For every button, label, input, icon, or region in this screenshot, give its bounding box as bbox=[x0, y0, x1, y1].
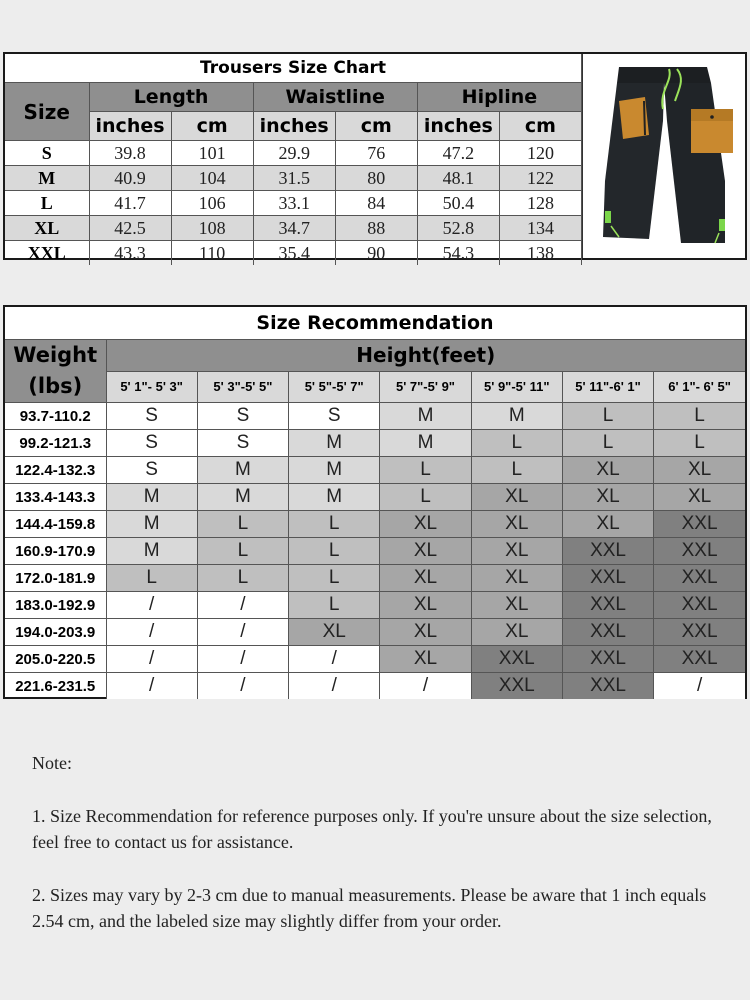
recommended-size: / bbox=[654, 673, 745, 700]
size-chart-row bbox=[5, 191, 582, 216]
recommended-size: XXL bbox=[654, 538, 745, 565]
recommended-size: L bbox=[289, 538, 380, 565]
size-label: L bbox=[5, 191, 89, 216]
recommended-size: XXL bbox=[471, 673, 562, 700]
measurement-value: 35.4 bbox=[253, 241, 335, 266]
recommendation-row bbox=[5, 403, 745, 430]
size-chart-title: Trousers Size Chart bbox=[5, 54, 582, 83]
measurement-value: 33.1 bbox=[253, 191, 335, 216]
recommended-size: / bbox=[289, 673, 380, 700]
recommended-size: XL bbox=[654, 484, 745, 511]
recommended-size: XXL bbox=[471, 646, 562, 673]
recommended-size: M bbox=[197, 484, 288, 511]
recommended-size: / bbox=[106, 673, 197, 700]
recommended-size: XL bbox=[562, 457, 653, 484]
measurement-value: 90 bbox=[335, 241, 417, 266]
measurement-value: 41.7 bbox=[89, 191, 171, 216]
trousers-size-chart bbox=[3, 52, 747, 263]
trousers-image-icon bbox=[589, 61, 739, 251]
recommended-size: L bbox=[197, 511, 288, 538]
recommended-size: XL bbox=[654, 457, 745, 484]
recommended-size: XL bbox=[380, 592, 471, 619]
recommended-size: XL bbox=[471, 592, 562, 619]
recommended-size: L bbox=[380, 484, 471, 511]
recommended-size: M bbox=[289, 484, 380, 511]
measurement-value: 31.5 bbox=[253, 166, 335, 191]
size-chart-row bbox=[5, 166, 582, 191]
recommended-size: S bbox=[197, 430, 288, 457]
length-header: Length bbox=[89, 83, 253, 112]
measurement-value: 88 bbox=[335, 216, 417, 241]
weight-header-line: (lbs) bbox=[28, 374, 83, 398]
recommendation-row bbox=[5, 619, 745, 646]
weight-range: 205.0-220.5 bbox=[5, 646, 106, 673]
weight-range: 93.7-110.2 bbox=[5, 403, 106, 430]
measurement-value: 80 bbox=[335, 166, 417, 191]
weight-range: 172.0-181.9 bbox=[5, 565, 106, 592]
unit-header: cm bbox=[499, 112, 581, 141]
recommended-size: L bbox=[106, 565, 197, 592]
hipline-header: Hipline bbox=[417, 83, 581, 112]
recommended-size: XXL bbox=[562, 619, 653, 646]
recommendation-title: Size Recommendation bbox=[5, 307, 745, 340]
recommendation-row bbox=[5, 430, 745, 457]
measurement-value: 43.3 bbox=[89, 241, 171, 266]
measurement-value: 106 bbox=[171, 191, 253, 216]
measurement-value: 84 bbox=[335, 191, 417, 216]
size-chart-table bbox=[5, 54, 582, 265]
recommended-size: XXL bbox=[562, 565, 653, 592]
recommended-size: XL bbox=[471, 484, 562, 511]
unit-header: cm bbox=[171, 112, 253, 141]
measurement-value: 54.3 bbox=[417, 241, 499, 266]
size-chart-row bbox=[5, 241, 582, 266]
recommended-size: M bbox=[289, 457, 380, 484]
recommended-size: / bbox=[197, 646, 288, 673]
recommended-size: L bbox=[654, 430, 745, 457]
measurement-value: 108 bbox=[171, 216, 253, 241]
recommended-size: XL bbox=[562, 511, 653, 538]
height-range-header: 5' 11"-6' 1" bbox=[562, 371, 653, 403]
measurement-value: 50.4 bbox=[417, 191, 499, 216]
recommended-size: XXL bbox=[654, 565, 745, 592]
measurement-value: 47.2 bbox=[417, 141, 499, 166]
recommended-size: XXL bbox=[654, 511, 745, 538]
recommended-size: XL bbox=[380, 565, 471, 592]
recommended-size: M bbox=[106, 511, 197, 538]
measurement-value: 120 bbox=[499, 141, 581, 166]
unit-header: inches bbox=[253, 112, 335, 141]
recommended-size: L bbox=[471, 457, 562, 484]
recommended-size: / bbox=[197, 619, 288, 646]
recommended-size: M bbox=[471, 403, 562, 430]
measurement-value: 76 bbox=[335, 141, 417, 166]
weight-range: 221.6-231.5 bbox=[5, 673, 106, 700]
recommended-size: XXL bbox=[654, 646, 745, 673]
recommended-size: S bbox=[106, 430, 197, 457]
height-range-header: 5' 5"-5' 7" bbox=[289, 371, 380, 403]
measurement-value: 138 bbox=[499, 241, 581, 266]
recommended-size: L bbox=[562, 430, 653, 457]
recommended-size: XXL bbox=[562, 538, 653, 565]
size-label: S bbox=[5, 141, 89, 166]
recommended-size: XL bbox=[289, 619, 380, 646]
measurement-value: 34.7 bbox=[253, 216, 335, 241]
recommended-size: L bbox=[380, 457, 471, 484]
recommended-size: S bbox=[197, 403, 288, 430]
measurement-value: 39.8 bbox=[89, 141, 171, 166]
recommended-size: / bbox=[289, 646, 380, 673]
size-label: M bbox=[5, 166, 89, 191]
height-range-header: 5' 3"-5' 5" bbox=[197, 371, 288, 403]
weight-range: 133.4-143.3 bbox=[5, 484, 106, 511]
measurement-value: 42.5 bbox=[89, 216, 171, 241]
recommended-size: XL bbox=[380, 511, 471, 538]
size-column-header: Size bbox=[5, 83, 89, 141]
recommended-size: L bbox=[471, 430, 562, 457]
recommended-size: / bbox=[197, 592, 288, 619]
recommended-size: / bbox=[106, 646, 197, 673]
height-range-header: 6' 1"- 6' 5" bbox=[654, 371, 745, 403]
unit-header: inches bbox=[417, 112, 499, 141]
note-item: 1. Size Recommendation for reference purposes only. If you're unsure about the size selection, feel free to contact us for assistance. bbox=[32, 806, 712, 852]
recommended-size: L bbox=[197, 538, 288, 565]
measurement-value: 52.8 bbox=[417, 216, 499, 241]
recommendation-row bbox=[5, 565, 745, 592]
recommended-size: M bbox=[380, 430, 471, 457]
weight-range: 183.0-192.9 bbox=[5, 592, 106, 619]
recommended-size: L bbox=[289, 565, 380, 592]
notes-heading: Note: bbox=[32, 753, 72, 773]
height-header: Height(feet) bbox=[106, 340, 745, 372]
weight-range: 99.2-121.3 bbox=[5, 430, 106, 457]
recommended-size: S bbox=[106, 403, 197, 430]
recommendation-row bbox=[5, 538, 745, 565]
recommended-size: L bbox=[289, 511, 380, 538]
recommended-size: XL bbox=[471, 565, 562, 592]
recommended-size: XXL bbox=[562, 592, 653, 619]
recommendation-row bbox=[5, 484, 745, 511]
recommended-size: XL bbox=[380, 646, 471, 673]
notes-section bbox=[32, 750, 732, 961]
recommended-size: XL bbox=[471, 538, 562, 565]
measurement-value: 110 bbox=[171, 241, 253, 266]
recommended-size: M bbox=[106, 538, 197, 565]
recommended-size: S bbox=[106, 457, 197, 484]
waistline-header: Waistline bbox=[253, 83, 417, 112]
recommendation-row bbox=[5, 511, 745, 538]
recommended-size: M bbox=[380, 403, 471, 430]
size-label: XXL bbox=[5, 241, 89, 266]
measurement-value: 128 bbox=[499, 191, 581, 216]
recommended-size: M bbox=[106, 484, 197, 511]
recommendation-row bbox=[5, 646, 745, 673]
recommended-size: XL bbox=[562, 484, 653, 511]
recommended-size: S bbox=[289, 403, 380, 430]
recommended-size: XL bbox=[380, 619, 471, 646]
measurement-value: 48.1 bbox=[417, 166, 499, 191]
product-photo bbox=[582, 54, 745, 258]
recommended-size: / bbox=[197, 673, 288, 700]
unit-header: inches bbox=[89, 112, 171, 141]
height-range-header: 5' 1"- 5' 3" bbox=[106, 371, 197, 403]
size-label: XL bbox=[5, 216, 89, 241]
weight-range: 194.0-203.9 bbox=[5, 619, 106, 646]
weight-range: 122.4-132.3 bbox=[5, 457, 106, 484]
size-recommendation bbox=[3, 305, 747, 699]
recommended-size: L bbox=[289, 592, 380, 619]
size-recommendation-table bbox=[5, 307, 745, 699]
weight-range: 160.9-170.9 bbox=[5, 538, 106, 565]
weight-range: 144.4-159.8 bbox=[5, 511, 106, 538]
weight-header bbox=[5, 340, 106, 403]
recommended-size: M bbox=[197, 457, 288, 484]
recommended-size: XL bbox=[471, 511, 562, 538]
recommended-size: / bbox=[106, 592, 197, 619]
size-chart-row bbox=[5, 141, 582, 166]
height-range-header: 5' 7"-5' 9" bbox=[380, 371, 471, 403]
measurement-value: 104 bbox=[171, 166, 253, 191]
recommendation-row bbox=[5, 457, 745, 484]
recommendation-row bbox=[5, 673, 745, 700]
recommended-size: XL bbox=[471, 619, 562, 646]
recommended-size: / bbox=[380, 673, 471, 700]
note-item: 2. Sizes may vary by 2-3 cm due to manual measurements. Please be aware that 1 inch equals 2.54 cm, and the labeled size may slightly differ from your order. bbox=[32, 885, 707, 931]
measurement-value: 29.9 bbox=[253, 141, 335, 166]
recommended-size: / bbox=[106, 619, 197, 646]
recommended-size: XXL bbox=[654, 592, 745, 619]
size-chart-row bbox=[5, 216, 582, 241]
recommended-size: XXL bbox=[562, 673, 653, 700]
measurement-value: 122 bbox=[499, 166, 581, 191]
recommended-size: XL bbox=[380, 538, 471, 565]
recommended-size: XXL bbox=[562, 646, 653, 673]
recommended-size: L bbox=[197, 565, 288, 592]
measurement-value: 134 bbox=[499, 216, 581, 241]
recommended-size: L bbox=[562, 403, 653, 430]
recommended-size: XXL bbox=[654, 619, 745, 646]
recommended-size: M bbox=[289, 430, 380, 457]
measurement-value: 101 bbox=[171, 141, 253, 166]
recommended-size: L bbox=[654, 403, 745, 430]
unit-header: cm bbox=[335, 112, 417, 141]
measurement-value: 40.9 bbox=[89, 166, 171, 191]
height-range-header: 5' 9"-5' 11" bbox=[471, 371, 562, 403]
recommendation-row bbox=[5, 592, 745, 619]
weight-header-line: Weight bbox=[13, 343, 98, 367]
